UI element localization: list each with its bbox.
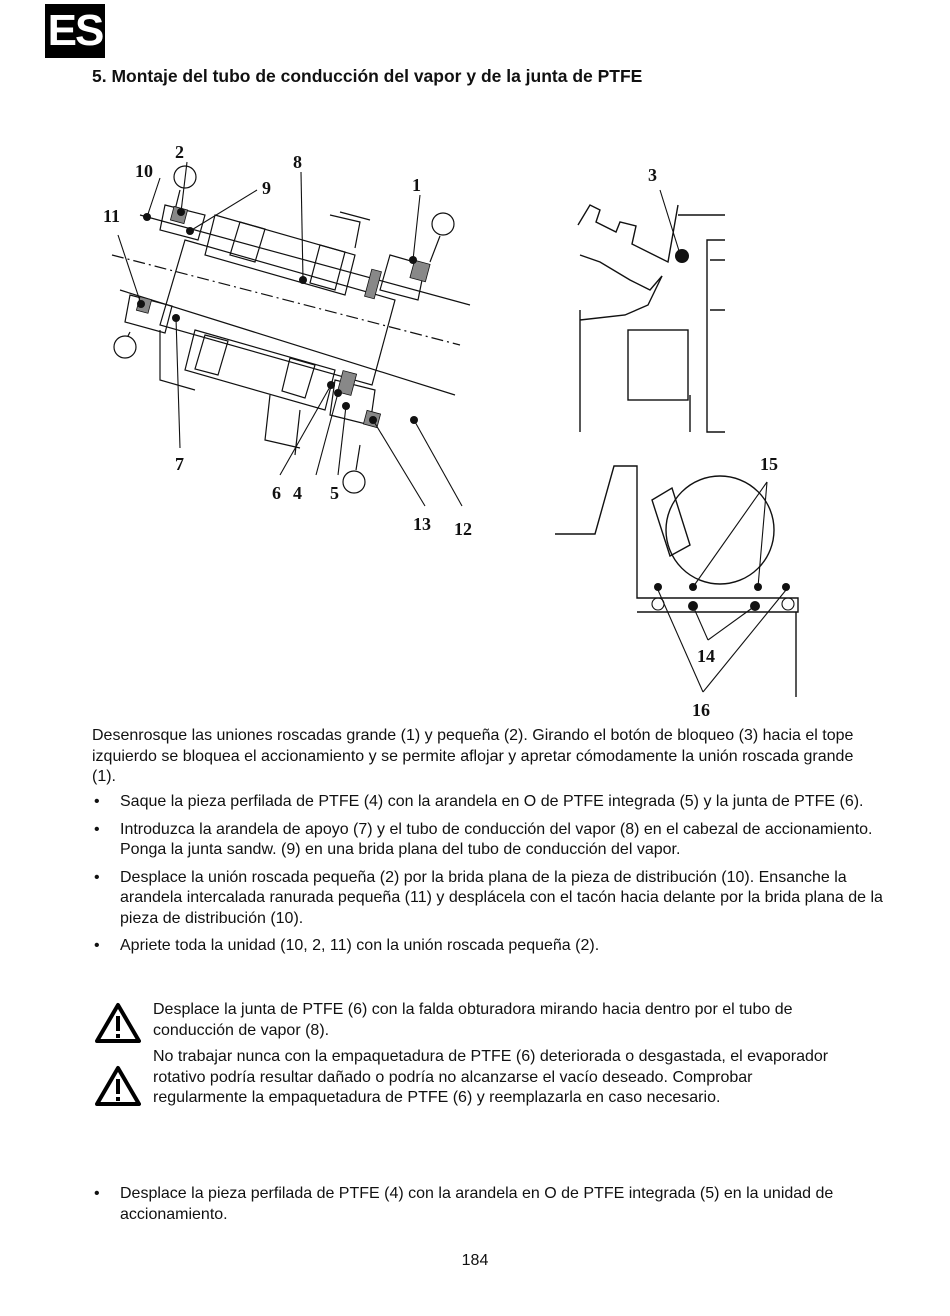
- callout-2: 2: [175, 142, 184, 162]
- callout-4: 4: [293, 483, 302, 503]
- callout-5: 5: [330, 483, 339, 503]
- list-item: • Desplace la unión roscada pequeña (2) por la brida plana de la pieza de distribución (10). Ensanche la arandela intercalada ranurada pequeña (11) y desplácela con el tacón hacia delante por la brida plana de la pieza de distribución (10).: [94, 868, 883, 927]
- bullet-dot-icon: •: [94, 1185, 100, 1202]
- intro-paragraph: Desenrosque las uniones roscadas grande (1) y pequeña (2). Girando el botón de bloqueo (3) hacia el tope izquierdo se bloquea el accionamiento y se permite aflojar y apretar cómodamente la unión roscada grande (1).: [92, 727, 854, 785]
- warning-text-1: Desplace la junta de PTFE (6) con la falda obturadora mirando hacia dentro por el tubo de conducción de vapor (8).: [153, 1001, 793, 1039]
- list-item: • Desplace la pieza perfilada de PTFE (4) con la arandela en O de PTFE integrada (5) en la unidad de accionamiento.: [94, 1185, 834, 1223]
- bullet-dot-icon: •: [94, 820, 100, 838]
- warning-text-2: No trabajar nunca con la empaquetadura de PTFE (6) deteriorada o desgastada, el evaporador rotativo podría resultar dañado o podría no alcanzarse el vacío deseado. Comprobar regularmente la empaquetadura de PTFE (6) y reemplazarla en caso necesario.: [153, 1048, 829, 1106]
- callout-9: 9: [262, 178, 271, 198]
- list-item: • Introduzca la arandela de apoyo (7) y el tubo de conducción del vapor (8) en el cabezal de accionamiento. Ponga la junta sandw. (9) en una brida plana del tubo de conducción del vapor.: [94, 820, 873, 858]
- language-badge: ES: [45, 4, 105, 58]
- bullet-dot-icon: •: [94, 793, 100, 810]
- section-heading: 5. Montaje del tubo de conducción del vapor y de la junta de PTFE: [92, 66, 643, 86]
- callout-14: 14: [697, 646, 715, 666]
- instruction-list: [92, 792, 890, 964]
- callout-1: 1: [412, 175, 421, 195]
- assembly-diagram: [90, 130, 830, 725]
- callout-13: 13: [413, 514, 431, 534]
- steam-tube-outline: [120, 215, 470, 395]
- bullet-dot-icon: •: [94, 937, 100, 954]
- callout-10: 10: [135, 161, 153, 181]
- final-instruction-list: [92, 1184, 890, 1232]
- callout-11: 11: [103, 206, 121, 226]
- callout-6: 6: [272, 483, 281, 503]
- warning-triangle-icon: [95, 1065, 141, 1107]
- callout-16: 16: [692, 700, 710, 720]
- bullet-dot-icon: •: [94, 868, 100, 886]
- warning-triangle-icon: [95, 1002, 141, 1044]
- callout-8: 8: [293, 152, 302, 172]
- callout-7: 7: [175, 454, 184, 474]
- page-number: 184: [461, 1252, 489, 1269]
- list-item: • Apriete toda la unidad (10, 2, 11) con la unión roscada pequeña (2).: [92, 936, 890, 957]
- callout-3: 3: [648, 165, 657, 185]
- callout-15: 15: [760, 454, 778, 474]
- callout-12: 12: [454, 519, 472, 539]
- list-item: • Saque la pieza perfilada de PTFE (4) con la arandela en O de PTFE integrada (5) y la junta de PTFE (6).: [92, 792, 890, 813]
